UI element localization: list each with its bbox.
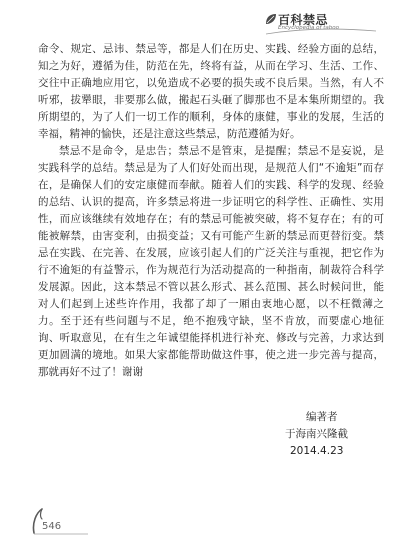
- paragraph-1: 命令、规定、忌讳、禁忌等，都是人们在历史、实践、经验方面的总结，知之为好，遵循为佳，防范在先，终将有益，从而在学习、生活、工作、交往中正确地应用它，以免造成不必要的损失或不良后果。当然，有人不听邪，拔犟眼，非要那么做，搬起石头砸了脚那也不是本集所期望的。我所期望的，为了人们一切工作的顺利，身体的康健，事业的发展，生活的幸福，精神的愉快，还是注意这些禁忌，防范遵循为好。: [38, 43, 384, 140]
- signature-date: 2014.4.23: [290, 445, 344, 457]
- page-footer: [30, 503, 150, 537]
- signature-block: [268, 409, 348, 460]
- page-number: 546: [42, 521, 62, 532]
- logo-swoosh-icon: [266, 26, 376, 36]
- body-text: [38, 41, 384, 381]
- header-logo: [264, 10, 384, 36]
- leaf-icon: [264, 12, 278, 26]
- signature-place: 于海南兴隆截: [285, 428, 348, 440]
- signature-author: 编著者: [306, 411, 338, 423]
- logo-title: 百科禁忌: [278, 13, 329, 27]
- logo-subtitle: Encyclopedia of taboo: [278, 25, 339, 31]
- paragraph-2: 禁忌不是命令，是忠告；禁忌不是管束，是提醒；禁忌不是妄说，是实践科学的总结。禁忌是为了人们好处而出现，是规范人们“不逾矩”而存在，是确保人们的安定康健而奉献。随着人们的实践、科学的发现、经验的总结、认识的提高，许多禁忌将进一步证明它的科学性、正确性、实用性，而应该继续有效地存在；有的禁忌可能被突破，将不复存在；有的可能被解禁，由害变利，由损变益；又有可能产生新的禁忌而更替衍变。禁忌在实践、在完善、在发展，应该引起人们的广泛关注与重视，把它作为行不逾矩的有益警示，作为规范行为活动提高的一种指南，制裁符合科学发展源。因此，这本禁忌不管以甚么形式、甚么范围、甚么时候问世，能对人们起到上述些许作用，我都了却了一厢由衷地心愿，以不枉微薄之力。至于还有些问题与不足，绝不抱残守缺，坚不肯放，而要虚心地征询、听取意见，在有生之年诚望能择机进行补充、修改与完善，力求达到更加圆满的境地。如果大家都能帮助做这件事，使之进一步完善与提高，那就再好不过了！谢谢: [38, 145, 384, 378]
